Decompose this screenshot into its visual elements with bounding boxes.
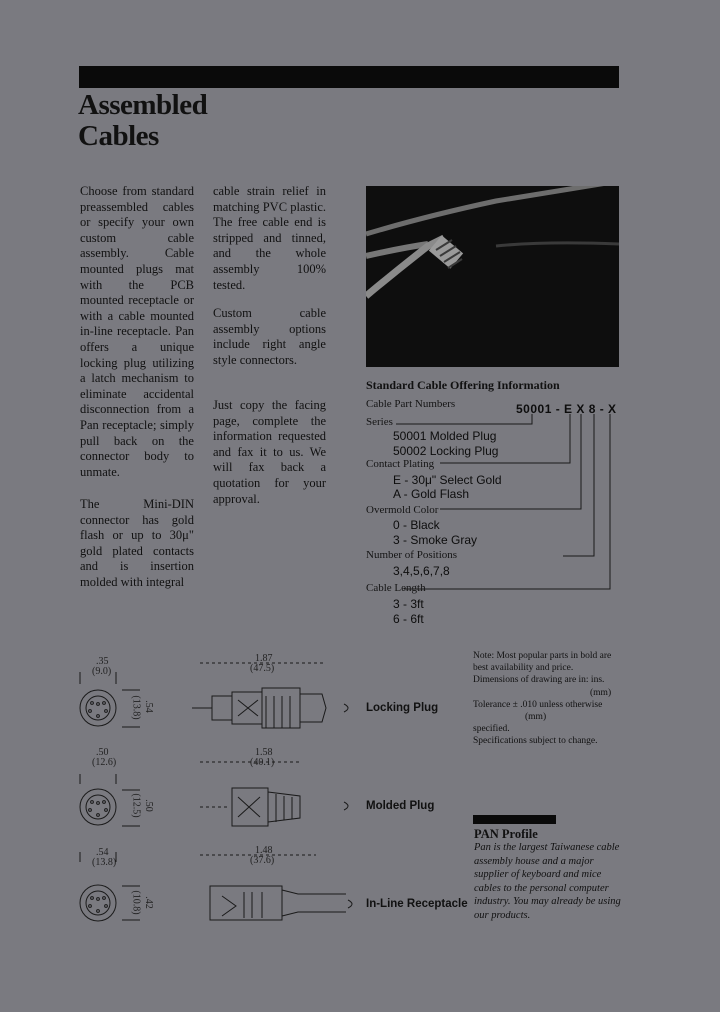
dim-3a: .54 <box>96 847 109 858</box>
pan-profile-heading: PAN Profile <box>474 827 538 841</box>
dim-3c: .42 <box>142 896 154 909</box>
plating-2: A - Gold Flash <box>393 487 470 501</box>
dim-1d: (13.8) <box>130 695 142 720</box>
note-line-7: specified. <box>473 724 510 735</box>
dim-1a: .35 <box>96 656 109 667</box>
pan-profile-text: Pan is the largest Taiwanese cable assembly house and a major supplier of keyboard and mice cables to the personal computer industry. You may already be using our products. <box>474 842 621 921</box>
dim-2a: .50 <box>96 747 109 758</box>
length-1: 3 - 3ft <box>393 597 424 611</box>
inline-receptacle-label: In-Line Receptacle <box>366 898 468 910</box>
col1-para2: The Mini-DIN connector has gold flash or up to 30μ" gold plated contacts and is insertion molded with integral <box>80 497 194 589</box>
dim-1f: (47.5) <box>250 663 275 674</box>
overmold-2: 3 - Smoke Gray <box>393 533 478 547</box>
dim-1e: 1.87 <box>255 653 273 664</box>
positions-label: Number of Positions <box>366 549 458 561</box>
note-line-6: (mm) <box>525 712 547 723</box>
overmold-label: Overmold Color <box>366 504 439 516</box>
title-line-1: Assembled <box>78 89 208 121</box>
part-numbers-label: Cable Part Numbers <box>366 398 456 410</box>
note-line-3: Dimensions of drawing are in: ins. <box>473 675 605 686</box>
note-line-4: (mm) <box>590 687 612 698</box>
dim-3e: 1.48 <box>255 845 273 856</box>
dim-1b: (9.0) <box>92 666 112 677</box>
series-2: 50002 Locking Plug <box>393 444 499 458</box>
length-label: Cable Length <box>366 582 426 594</box>
dim-2e: 1.58 <box>255 747 273 758</box>
plating-1: E - 30μ" Select Gold <box>393 473 502 487</box>
locking-plug-label: Locking Plug <box>366 702 439 714</box>
col2-para1: cable strain relief in matching PVC plastic. The free cable end is stripped and tinned, and the whole assembly 100% tested. <box>213 184 326 292</box>
dim-2b: (12.6) <box>92 757 117 768</box>
dim-3d: (10.8) <box>130 890 142 915</box>
dim-2d: (12.5) <box>130 793 142 818</box>
length-2: 6 - 6ft <box>393 612 424 626</box>
dim-2c: .50 <box>142 799 154 812</box>
positions-value: 3,4,5,6,7,8 <box>393 564 450 578</box>
dim-1c: .54 <box>142 700 154 713</box>
offering-heading: Standard Cable Offering Information <box>366 378 560 392</box>
series-1: 50001 Molded Plug <box>393 429 497 443</box>
note-line-8: Specifications subject to change. <box>473 736 598 747</box>
overmold-1: 0 - Black <box>393 518 440 532</box>
title-line-2: Cables <box>78 120 159 152</box>
col2-para2: Custom cable assembly options include right angle style connectors. <box>213 306 326 367</box>
note-line-5: Tolerance ± .010 unless otherwise <box>473 699 603 710</box>
series-label: Series <box>366 416 393 428</box>
dim-3b: (13.8) <box>92 857 117 868</box>
col2-para3: Just copy the facing page, complete the information requested and fax it to us. We will fax back a quotation for your approval. <box>213 398 326 506</box>
dim-2f: (40.1) <box>250 757 275 768</box>
dim-3f: (37.6) <box>250 855 275 866</box>
part-number: 50001 - E X 8 - X <box>516 402 617 416</box>
molded-plug-label: Molded Plug <box>366 800 435 812</box>
note-line-2: best availability and price. <box>473 663 574 674</box>
note-line-1: Note: Most popular parts in bold are <box>473 651 612 661</box>
col1-para1: Choose from standard preassembled cables or specify your own custom cable assembly. Cable mounted plugs mat with the PCB mounted receptacle or with a cable mounted in-line receptacle. Pan offers a unique locking plug utilizing a latch mechanism to eliminate accidental disconnection from a Pan receptacle; simply pull back on the connector body to unmate. <box>80 184 194 479</box>
plating-label: Contact Plating <box>366 458 435 470</box>
